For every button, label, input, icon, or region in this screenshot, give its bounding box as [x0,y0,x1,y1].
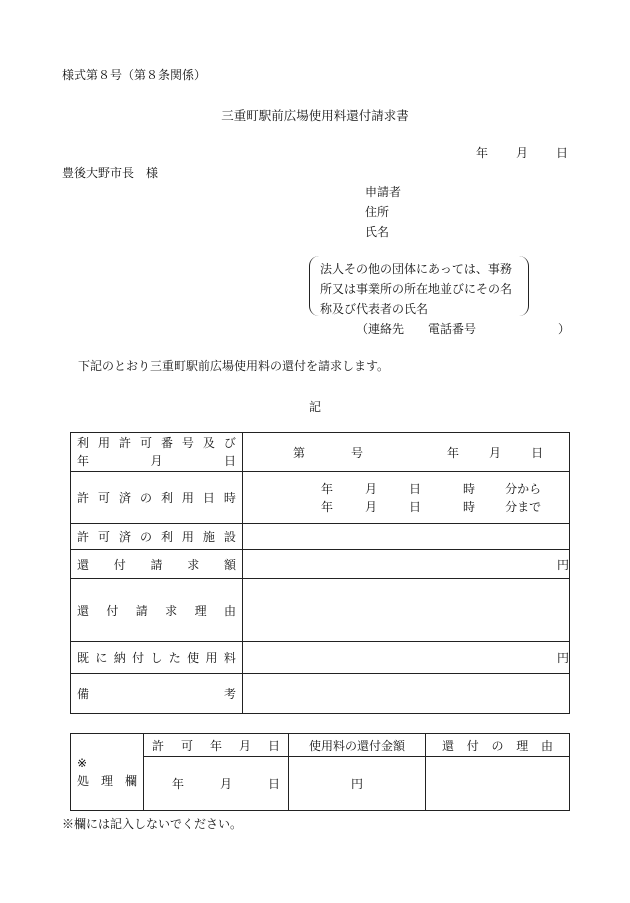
permit-year: 年 [447,445,460,460]
label-char: 許 [118,436,131,450]
label-char: の [491,738,504,753]
label-char: 日 [223,454,236,468]
refund-reason-label [71,579,243,642]
label-char: 用 [205,651,218,665]
date-month: 月 [515,146,528,160]
label-char: 請 [150,557,163,572]
label-char: 付 [466,738,479,753]
label-char: 考 [223,687,236,701]
applicant-label: 申請者 [365,185,402,199]
address-label: 住所 [365,205,390,219]
permit-dai: 第 [293,445,306,460]
label-char: 利 [77,436,90,450]
processing-mark: ※ [77,755,88,770]
date-year: 年 [475,146,488,160]
permit-number-label [71,433,243,472]
label-char: 日 [267,738,280,753]
processing-table [70,733,570,811]
label-char: 付 [113,557,126,572]
footer-note: ※欄には記入しないでください。 [62,817,243,831]
date-day: 日 [555,146,568,160]
label-char: 時 [223,491,236,505]
usage-datetime-field[interactable] [243,472,570,524]
paid-fee-unit: 円 [556,651,569,665]
contact-label: （連絡先 電話番号 [356,322,477,336]
label-char: び [223,436,236,450]
to-minute: 分まで [505,499,542,514]
request-table [70,432,570,714]
refund-amount-field[interactable] [243,550,570,579]
label-char: 許 [77,530,90,544]
to-day: 日 [409,499,422,514]
label-char: 日 [202,491,215,505]
label-char: 日 [267,777,280,791]
label-char: し [150,651,163,665]
label-char: 利 [160,530,173,544]
usage-to [243,498,569,516]
label-char: 理 [516,738,529,753]
from-month: 月 [365,481,378,496]
label-char: 設 [223,530,236,544]
request-sentence: 下記のとおり三重町駅前広場使用料の還付を請求します。 [78,359,390,373]
label-char: 可 [97,491,110,505]
label-char: 月 [238,738,251,753]
corporate-note: 法人その他の団体にあっては、事務所又は事業所の所在地並びにその名称及び代表者の氏名 [320,262,513,316]
label-char: の [139,491,152,505]
label-char: 理 [194,603,207,618]
from-minute: 分から [505,481,542,496]
permit-number-field[interactable] [243,433,570,472]
label-char: 年 [172,777,185,791]
label-char: 年 [77,454,90,468]
usage-datetime-label [71,472,243,524]
label-char: 請 [135,603,148,618]
label-char: 号 [181,436,194,450]
label-char: 月 [219,777,232,791]
processing-label-cell [71,734,144,811]
label-char: 施 [202,530,215,544]
permit-date-field[interactable] [144,757,289,811]
label-char: 求 [165,603,178,618]
label-char: 年 [209,738,222,753]
permit-month: 月 [489,445,502,460]
from-year: 年 [321,481,334,496]
paid-fee-field[interactable] [243,642,570,674]
label-char: 還 [442,738,455,753]
permit-day: 日 [531,445,544,460]
label-char: 付 [106,603,119,618]
refund-reason-header [426,734,570,757]
label-char: 及 [202,436,215,450]
label-char: 料 [223,651,236,665]
permit-number-value [243,444,569,461]
to-year: 年 [321,499,334,514]
label-char: 用 [97,436,110,450]
label-char: 番 [160,436,173,450]
label-char: 可 [97,530,110,544]
contact-line [356,320,570,337]
refund-reason-field[interactable] [243,579,570,642]
permit-go: 号 [351,445,364,460]
label-char: た [168,651,181,665]
label-char: 既 [77,651,90,665]
to-hour: 時 [463,499,476,514]
label-char: 備 [77,687,90,701]
label-char: 済 [118,491,131,505]
label-char: 求 [187,557,200,572]
label-char: の [139,530,152,544]
label-char: 使 [187,651,200,665]
label-char: 還 [77,603,90,618]
remarks-label [71,674,243,714]
label-char: に [95,651,108,665]
refund-amount-label [71,550,243,579]
label-char: 可 [180,738,193,753]
label-char: 由 [540,738,553,753]
label-char: 理 [100,773,113,788]
refund-amount-header [289,734,426,757]
label-char: 由 [223,603,236,618]
from-hour: 時 [463,481,476,496]
date-line [448,144,568,161]
label-char: 許 [77,491,90,505]
usage-from [243,480,569,498]
form-number: 様式第８号（第８条関係） [62,68,207,82]
document-title: 三重町駅前広場使用料還付請求書 [221,108,409,123]
contact-close: ） [557,322,570,336]
name-label: 氏名 [365,225,390,239]
label-char: 済 [118,530,131,544]
refund-reason-value-field[interactable] [426,757,570,811]
facility-label [71,524,243,550]
to-month: 月 [365,499,378,514]
facility-field[interactable] [243,524,570,550]
label-char: 処 [77,773,90,788]
refund-amount-value-unit: 円 [350,777,363,791]
label-char: 利 [160,491,173,505]
label-char: 納 [113,651,126,665]
label-char: 用 [181,491,194,505]
remarks-field[interactable] [243,674,570,714]
label-char: 還 [77,557,90,572]
label-char: 用 [181,530,194,544]
paid-fee-label [71,642,243,674]
label-char: 額 [223,557,236,572]
refund-amount-value-field[interactable] [289,757,426,811]
label-char: 許 [152,738,165,753]
permit-date-header [144,734,289,757]
label-char: 付 [132,651,145,665]
addressee: 豊後大野市長 様 [62,166,159,180]
label-char: 欄 [124,773,137,788]
ki-heading: 記 [308,400,321,414]
refund-amount-header-text: 使用料の還付金額 [308,738,405,753]
refund-amount-unit: 円 [556,557,569,572]
from-day: 日 [409,481,422,496]
label-char: 月 [150,454,163,468]
label-char: 可 [139,436,152,450]
